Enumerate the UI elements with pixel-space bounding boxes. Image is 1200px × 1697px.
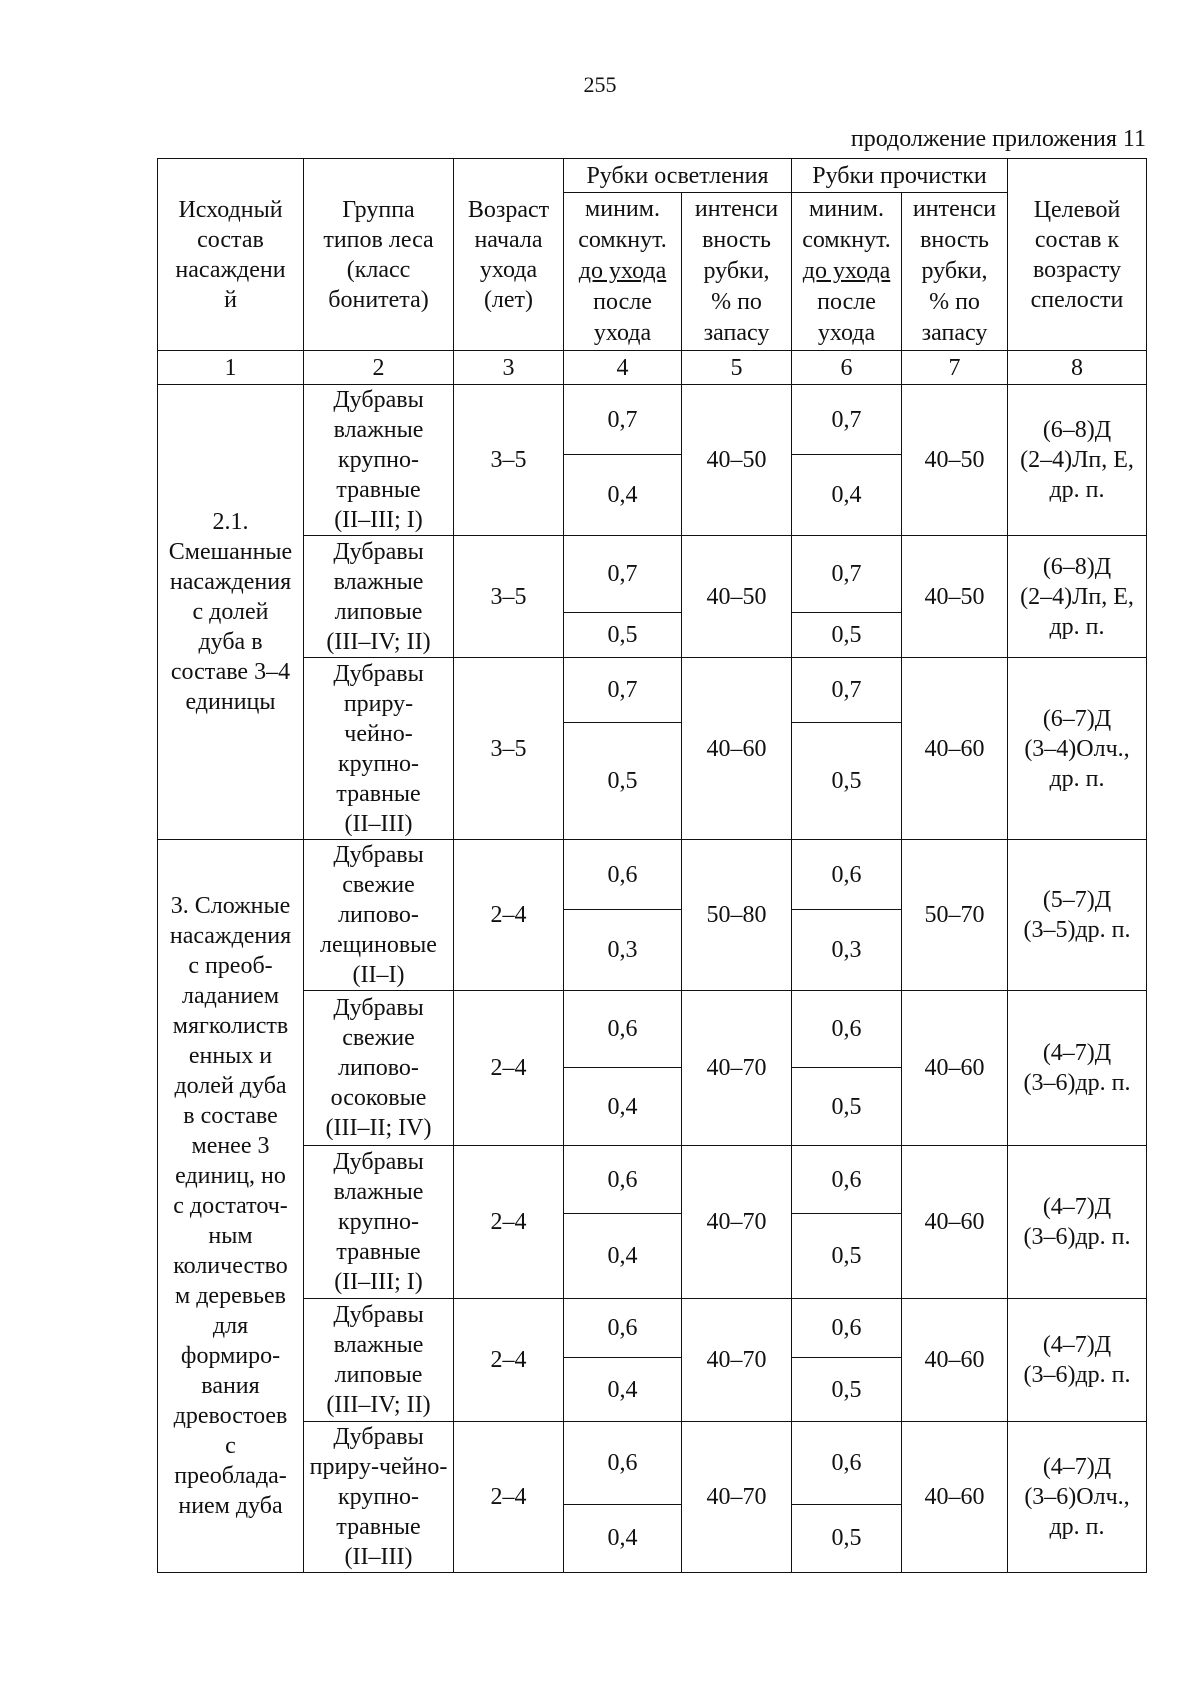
pro-density-after-cell: 0,5 — [792, 1068, 902, 1146]
header-osv-intensity: интенси вность рубки, % по запасу — [682, 193, 792, 351]
osv-intensity-cell: 40–70 — [682, 1422, 792, 1573]
target-composition-cell: (4–7)Д (3–6)др. п. — [1008, 1146, 1147, 1299]
start-age-cell: 3–5 — [454, 536, 564, 658]
pro-density-before-cell: 0,6 — [792, 840, 902, 910]
pro-intensity-cell: 40–50 — [902, 385, 1008, 536]
page-number: 255 — [583, 72, 617, 97]
osv-intensity-cell: 40–70 — [682, 991, 792, 1146]
header-forest-type-group: Группа типов леса (класс бонитета) — [304, 159, 454, 351]
pro-intensity-cell: 40–60 — [902, 1422, 1008, 1573]
header-pro-min-density: миним. сомкнут. до ухода после ухода — [792, 193, 902, 351]
column-number: 1 — [158, 351, 304, 385]
table-row — [158, 385, 1147, 455]
osv-density-after-cell: 0,5 — [564, 613, 682, 658]
pro-intensity-cell: 40–60 — [902, 1146, 1008, 1299]
osv-density-before-cell: 0,6 — [564, 1146, 682, 1214]
header-start-age: Возраст начала ухода (лет) — [454, 159, 564, 351]
header-osv-min-density: миним. сомкнут. до ухода после ухода — [564, 193, 682, 351]
column-number: 3 — [454, 351, 564, 385]
osv-density-after-cell: 0,4 — [564, 1504, 682, 1572]
osv-density-before-cell: 0,7 — [564, 536, 682, 613]
pro-density-before-cell: 0,7 — [792, 385, 902, 455]
pro-density-after-cell: 0,5 — [792, 613, 902, 658]
start-age-cell: 2–4 — [454, 1299, 564, 1422]
osv-intensity-cell: 40–70 — [682, 1146, 792, 1299]
pro-intensity-cell: 40–60 — [902, 1299, 1008, 1422]
start-age-cell: 2–4 — [454, 840, 564, 991]
table-row — [158, 991, 1147, 1068]
osv-density-before-cell: 0,6 — [564, 991, 682, 1068]
pro-density-after-cell: 0,3 — [792, 910, 902, 991]
pro-density-before-cell: 0,6 — [792, 1146, 902, 1214]
pro-intensity-cell: 40–50 — [902, 536, 1008, 658]
osv-intensity-cell: 40–50 — [682, 536, 792, 658]
header-target-composition: Целевой состав к возрасту спелости — [1008, 159, 1147, 351]
start-age-cell: 2–4 — [454, 1422, 564, 1573]
forest-care-table — [157, 158, 1147, 1573]
target-composition-cell: (5–7)Д (3–5)др. п. — [1008, 840, 1147, 991]
forest-type-cell: Дубравы свежие липово- лещиновые (II–I) — [304, 840, 454, 991]
osv-intensity-cell: 40–60 — [682, 658, 792, 840]
pro-intensity-cell: 40–60 — [902, 991, 1008, 1146]
pro-density-before-cell: 0,6 — [792, 1299, 902, 1358]
pro-density-after-cell: 0,5 — [792, 1214, 902, 1299]
osv-density-after-cell: 0,4 — [564, 1068, 682, 1146]
pro-density-before-cell: 0,7 — [792, 658, 902, 723]
table-row — [158, 1422, 1147, 1505]
header-rubki-prochistki: Рубки прочистки — [792, 159, 1008, 193]
pro-density-after-cell: 0,5 — [792, 1358, 902, 1422]
osv-density-before-cell: 0,6 — [564, 1422, 682, 1505]
osv-density-after-cell: 0,5 — [564, 723, 682, 840]
pro-density-before-cell: 0,7 — [792, 536, 902, 613]
osv-intensity-cell: 40–50 — [682, 385, 792, 536]
forest-type-cell: Дубравы влажные липовые (III–IV; II) — [304, 1299, 454, 1422]
osv-density-before-cell: 0,6 — [564, 840, 682, 910]
column-number: 6 — [792, 351, 902, 385]
table-row — [158, 1146, 1147, 1214]
pro-density-before-cell: 0,6 — [792, 1422, 902, 1505]
forest-type-cell: Дубравы влажные крупно- травные (II–III; I) — [304, 1146, 454, 1299]
pro-density-after-cell: 0,5 — [792, 1504, 902, 1572]
column-number: 5 — [682, 351, 792, 385]
forest-type-cell: Дубравы приру- чейно- крупно- травные (II–III) — [304, 658, 454, 840]
osv-density-after-cell: 0,4 — [564, 455, 682, 536]
osv-density-before-cell: 0,7 — [564, 385, 682, 455]
column-number-row — [158, 351, 1147, 385]
table-row — [158, 1299, 1147, 1358]
pro-density-after-cell: 0,4 — [792, 455, 902, 536]
column-number: 7 — [902, 351, 1008, 385]
osv-density-after-cell: 0,3 — [564, 910, 682, 991]
continuation-note: продолжение приложения 11 — [850, 126, 1146, 152]
target-composition-cell: (6–7)Д (3–4)Олч., др. п. — [1008, 658, 1147, 840]
osv-density-after-cell: 0,4 — [564, 1358, 682, 1422]
start-age-cell: 3–5 — [454, 385, 564, 536]
forest-type-cell: Дубравы влажные крупно- травные (II–III; I) — [304, 385, 454, 536]
column-number: 8 — [1008, 351, 1147, 385]
pro-intensity-cell: 50–70 — [902, 840, 1008, 991]
table-row — [158, 658, 1147, 723]
column-number: 2 — [304, 351, 454, 385]
column-number: 4 — [564, 351, 682, 385]
source-composition-cell: 3. Сложные насаждения с преоб- ладанием мягколиств енных и долей дуба в составе менее 3 единиц, но с достаточ- ным количество м деревьев для формиро- вания древостоев с преоблада- нием дуба — [158, 840, 304, 1573]
forest-type-cell: Дубравы влажные липовые (III–IV; II) — [304, 536, 454, 658]
forest-type-cell: Дубравы свежие липово- осоковые (III–II; IV) — [304, 991, 454, 1146]
forest-type-cell: Дубравы приру-чейно- крупно- травные (II–III) — [304, 1422, 454, 1573]
osv-intensity-cell: 40–70 — [682, 1299, 792, 1422]
osv-intensity-cell: 50–80 — [682, 840, 792, 991]
pro-density-after-cell: 0,5 — [792, 723, 902, 840]
pro-density-before-cell: 0,6 — [792, 991, 902, 1068]
target-composition-cell: (6–8)Д (2–4)Лп, Е, др. п. — [1008, 536, 1147, 658]
target-composition-cell: (4–7)Д (3–6)др. п. — [1008, 991, 1147, 1146]
osv-density-after-cell: 0,4 — [564, 1214, 682, 1299]
start-age-cell: 2–4 — [454, 1146, 564, 1299]
target-composition-cell: (4–7)Д (3–6)др. п. — [1008, 1299, 1147, 1422]
target-composition-cell: (4–7)Д (3–6)Олч., др. п. — [1008, 1422, 1147, 1573]
table-row — [158, 840, 1147, 910]
start-age-cell: 3–5 — [454, 658, 564, 840]
source-composition-cell: 2.1. Смешанные насаждения с долей дуба в составе 3–4 единицы — [158, 385, 304, 840]
target-composition-cell: (6–8)Д (2–4)Лп, Е, др. п. — [1008, 385, 1147, 536]
header-source-composition: Исходный состав насаждени й — [158, 159, 304, 351]
osv-density-before-cell: 0,6 — [564, 1299, 682, 1358]
start-age-cell: 2–4 — [454, 991, 564, 1146]
osv-density-before-cell: 0,7 — [564, 658, 682, 723]
table-row — [158, 536, 1147, 613]
pro-intensity-cell: 40–60 — [902, 658, 1008, 840]
header-pro-intensity: интенси вность рубки, % по запасу — [902, 193, 1008, 351]
header-rubki-osvetleniya: Рубки осветления — [564, 159, 792, 193]
